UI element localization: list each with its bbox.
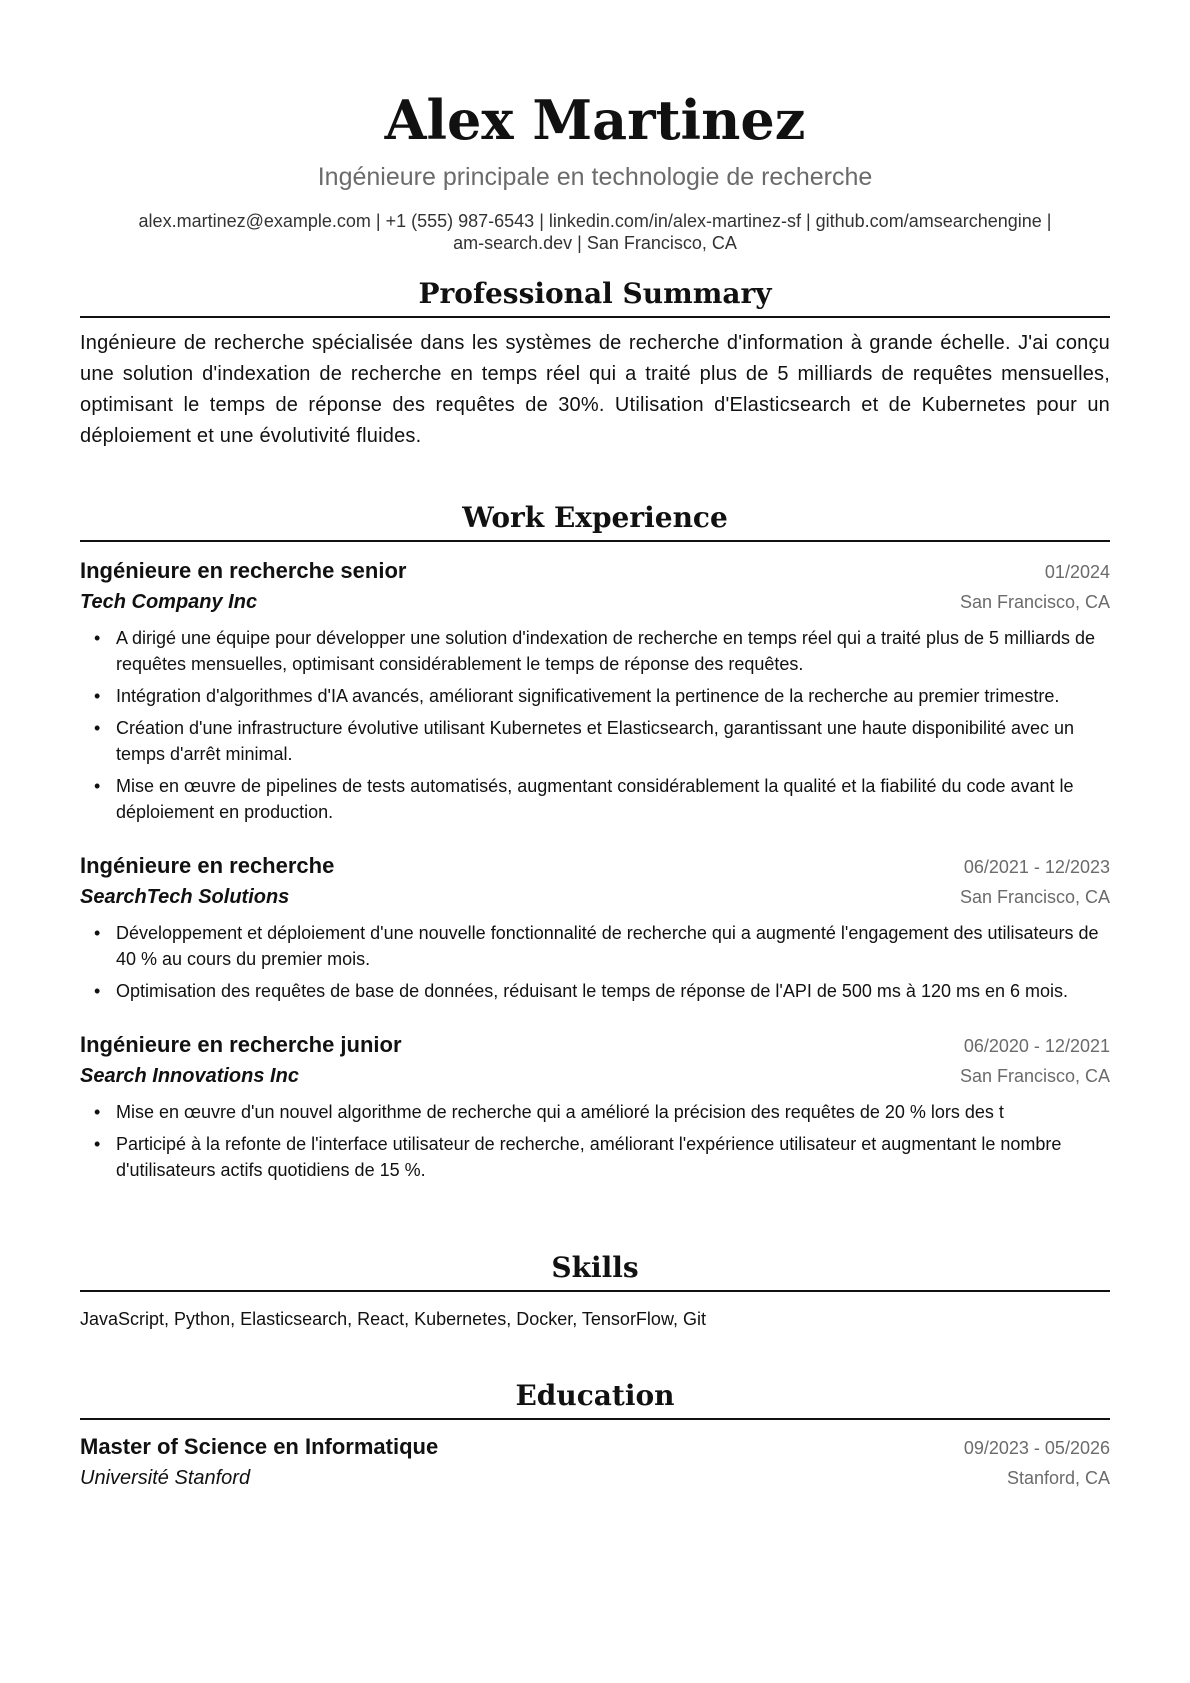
company-name: Search Innovations Inc [80, 1065, 299, 1087]
job-bullets [80, 625, 1110, 825]
education-date: 09/2023 - 05/2026 [963, 1438, 1110, 1458]
contact-line-1: alex.martinez@example.com | +1 (555) 987-6543 | linkedin.com/in/alex-martinez-sf | github.com/amsearchengine | [138, 211, 1052, 231]
job-title: Ingénieure en recherche senior [80, 558, 407, 583]
bullet-item: • A dirigé une équipe pour développer une solution d'indexation de recherche en temps réel qui a traité plus de 5 milliards de requêtes mensuelles, optimisant considérablement le temps de réponse des requêtes. [94, 625, 1110, 677]
bullet-item: • Optimisation des requêtes de base de données, réduisant le temps de réponse de l'API de 500 ms à 120 ms en 6 mois. [94, 978, 1110, 1004]
summary-text: Ingénieure de recherche spécialisée dans les systèmes de recherche d'information à grande échelle. J'ai conçu une solution d'indexation de recherche en temps réel qui a traité plus de 5 milliards de requêtes mensuelles, optimisant le temps de réponse des requêtes de 30%. Utilisation d'Elasticsearch et de Kubernetes pour un déploiement et une évolutivité fluides. [80, 332, 1110, 447]
summary-heading: Professional Summary [80, 276, 1110, 318]
job-entry [80, 556, 1110, 825]
bullet-item: • Mise en œuvre de pipelines de tests automatisés, augmentant considérablement la qualité et la fiabilité du code avant le déploiement en production. [94, 773, 1110, 825]
job-bullets [80, 1099, 1110, 1183]
job-location: San Francisco, CA [959, 592, 1110, 612]
experience-heading: Work Experience [80, 500, 1110, 542]
job-title: Ingénieure en recherche [80, 853, 335, 878]
bullet-item: • Intégration d'algorithmes d'IA avancés, améliorant significativement la pertinence de la recherche au premier trimestre. [94, 683, 1110, 709]
skills-section [80, 1250, 1110, 1332]
bullet-item: • Participé à la refonte de l'interface utilisateur de recherche, améliorant l'expérience utilisateur et augmentant le nombre d'utilisateurs actifs quotidiens de 15 %. [94, 1131, 1110, 1183]
experience-section [80, 500, 1110, 1189]
job-date: 06/2020 - 12/2021 [963, 1036, 1110, 1056]
job-location: San Francisco, CA [959, 1066, 1110, 1086]
resume-header [80, 0, 1110, 254]
job-title: Ingénieure en recherche junior [80, 1032, 402, 1057]
degree-title: Master of Science en Informatique [80, 1434, 439, 1459]
contact-info [80, 210, 1110, 254]
job-bullets [80, 920, 1110, 1004]
school-name: Université Stanford [80, 1467, 251, 1489]
bullet-item: • Développement et déploiement d'une nouvelle fonctionnalité de recherche qui a augmenté l'engagement des utilisateurs de 40 % au cours du premier mois. [94, 920, 1110, 972]
contact-line-2: am-search.dev | San Francisco, CA [453, 233, 737, 253]
bullet-item: • Mise en œuvre d'un nouvel algorithme de recherche qui a amélioré la précision des requêtes de 20 % lors des t [94, 1099, 1110, 1125]
candidate-title: Ingénieure principale en technologie de recherche [317, 163, 873, 191]
job-date: 06/2021 - 12/2023 [963, 857, 1110, 877]
candidate-name: Alex Martinez [384, 88, 806, 152]
education-section [80, 1378, 1110, 1493]
bullet-item: • Création d'une infrastructure évolutive utilisant Kubernetes et Elasticsearch, garantissant une haute disponibilité avec un temps d'arrêt minimal. [94, 715, 1110, 767]
company-name: Tech Company Inc [80, 591, 258, 613]
summary-section [80, 276, 1110, 452]
education-location: Stanford, CA [1006, 1468, 1110, 1488]
skills-list: JavaScript, Python, Elasticsearch, React, Kubernetes, Docker, TensorFlow, Git [80, 1309, 706, 1329]
skills-heading: Skills [80, 1250, 1110, 1292]
company-name: SearchTech Solutions [80, 886, 290, 908]
job-entry [80, 851, 1110, 1004]
job-date: 01/2024 [1044, 562, 1110, 582]
education-heading: Education [80, 1378, 1110, 1420]
job-entry [80, 1030, 1110, 1183]
job-location: San Francisco, CA [959, 887, 1110, 907]
